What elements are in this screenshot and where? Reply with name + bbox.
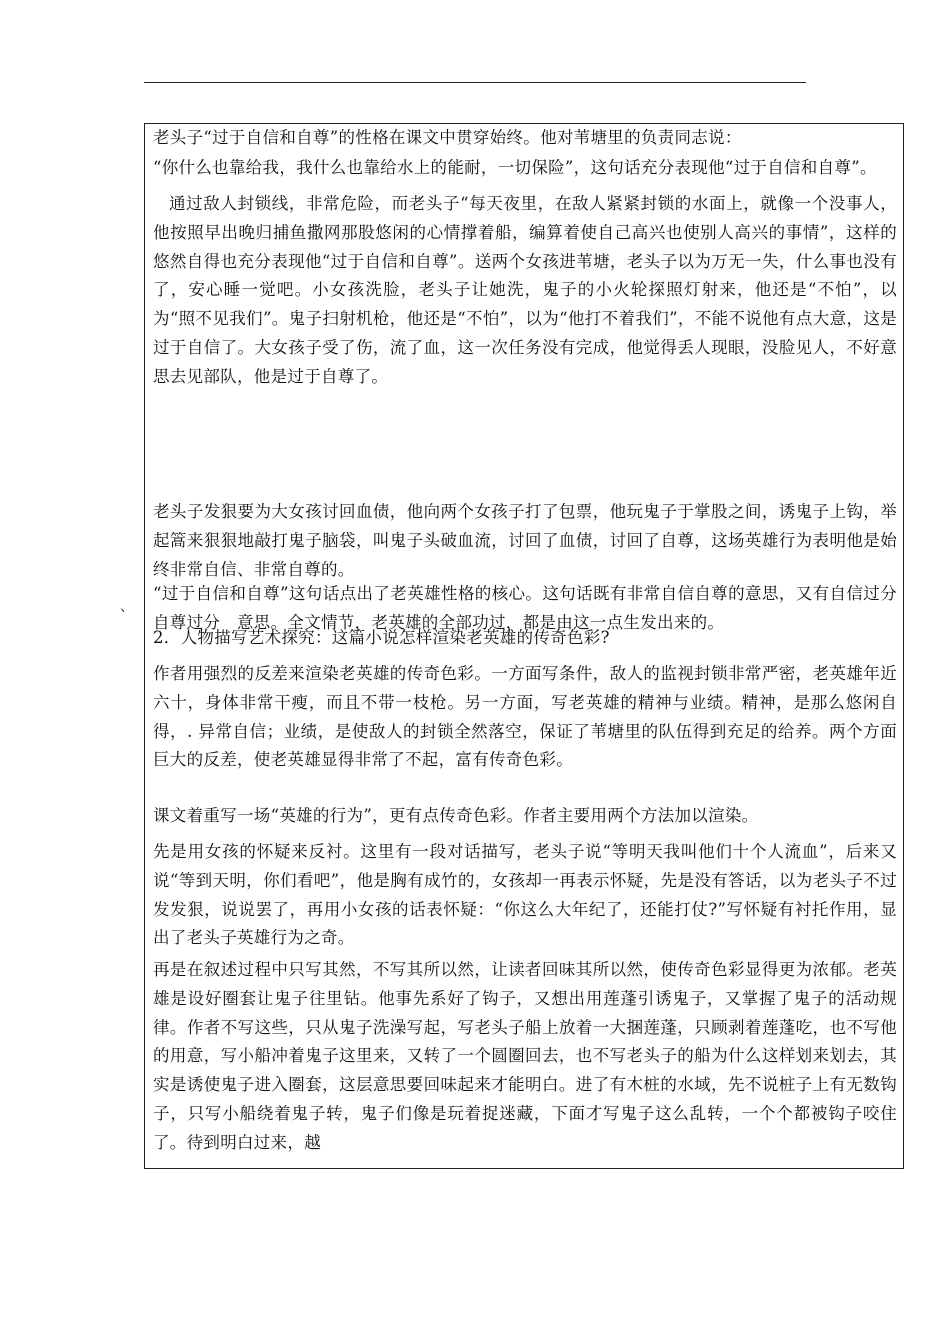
paragraph-4: 老头子发狠要为大女孩讨回血债，他向两个女孩子打了包票，他玩鬼子于掌股之间，诱鬼子上钩，举起篙来狠狠地敲打鬼子脑袋，叫鬼子头破血流，讨回了血债，讨回了自尊，这场英雄行为表明他是始终非常自信、非常自尊的。 [153, 502, 897, 579]
paragraph-1: 老头子“过于自信和自尊”的性格在课文中贯穿始终。他对苇塘里的负责同志说： [153, 128, 742, 147]
paragraph-2: “你什么也靠给我，我什么也靠给水上的能耐，一切保险”，这句话充分表现他“过于自信和自尊”。 [153, 158, 877, 177]
header-rule [144, 82, 806, 83]
paragraph-6: 作者用强烈的反差来渲染老英雄的传奇色彩。一方面写条件，敌人的监视封锁非常严密，老英雄年近六十，身体非常干瘦，而且不带一枝枪。另一方面，写老英雄的精神与业绩。精神，是那么悠闲自得，. 异常自信；业绩，是使敌人的封锁全然落空，保证了苇塘里的队伍得到充足的给养。两个方面巨大的反差，使老英雄显得非常了不起，富有传奇色彩。 [153, 664, 897, 770]
content-table-cell [144, 123, 914, 1169]
paragraph-5: “过于自信和自尊”这句话点出了老英雄性格的核心。这句话既有非常自信自尊的意思，又有自信过分 自尊过分 意思。全文情节，老英雄的全部功过，都是由这一点生发出来的。 [153, 584, 914, 632]
paragraph-9: 再是在叙述过程中只写其然，不写其所以然，让读者回味其所以然，使传奇色彩显得更为浓郁。老英雄是设好圈套让鬼子往里钻。他事先系好了钩子，又想出用莲蓬引诱鬼子，又掌握了鬼子的活动规律。作者不写这些，只从鬼子洗澡写起，写老头子船上放着一大捆莲蓬，只顾剥着莲蓬吃，也不写他的用意，写小船冲着鬼子这里来，又转了一个圆圈回去，也不写老头子的船为什么这样划来划去，其实是诱使鬼子进入圈套，这层意思要回味起来才能明白。进了有木桩的水域，先不说桩子上有无数钩子，只写小船绕着鬼子转，鬼子们像是玩着捉迷藏，下面才写鬼子这么乱转，一个个都被钩子咬住了。待到明白过来，越 [153, 960, 897, 1152]
section-heading-2: 2．人物描写艺术探究：这篇小说怎样渲染老英雄的传奇色彩? [153, 628, 610, 647]
paragraph-7: 课文着重写一场“英雄的行为”，更有点传奇色彩。作者主要用两个方法加以渲染。 [153, 806, 759, 825]
paragraph-8: 先是用女孩的怀疑来反衬。这里有一段对话描写，老头子说“等明天我叫他们十个人流血”，后来又说“等到天明，你们看吧”，他是胸有成竹的，女孩却一再表示怀疑，先是没有答话，以为老头子不过发发狠，说说罢了，再用小女孩的话表怀疑：“你这么大年纪了，还能打仗?”写怀疑有衬托作用，显出了老头子英雄行为之奇。 [153, 842, 897, 948]
margin-mark: 、 [120, 599, 134, 615]
paragraph-3: 通过敌人封锁线，非常危险，而老头子“每天夜里，在敌人紧紧封锁的水面上，就像一个没事人，他按照早出晚归捕鱼撒网那股悠闲的心情撑着船，编算着使自己高兴也使别人高兴的事情”，这样的悠然自得也充分表现他“过于自信和自尊”。送两个女孩进苇塘，老头子以为万无一失，什么事也没有了，安心睡一觉吧。小女孩洗脸，老头子让她洗，鬼子的小火轮探照灯射来，他还是“不怕”，以为“照不见我们”。鬼子扫射机枪，他还是“不怕”，以为“他打不着我们”，不能不说他有点大意，这是过于自信了。大女孩子受了伤，流了血，这一次任务没有完成，他觉得丢人现眼，没脸见人，不好意思去见部队，他是过于自尊了。 [153, 194, 897, 386]
